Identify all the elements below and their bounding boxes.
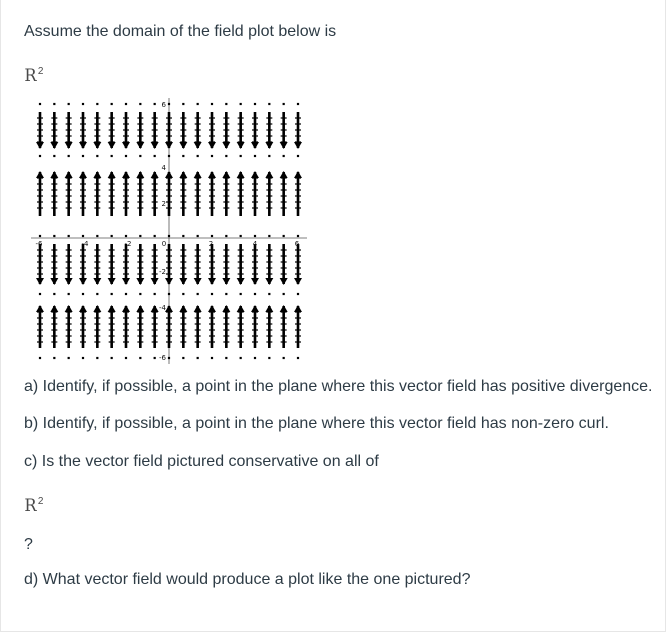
field-dot (96, 293, 98, 295)
field-dot (139, 293, 141, 295)
field-dot (154, 103, 156, 105)
field-arrow-head (165, 278, 173, 285)
field-arrow-head (251, 278, 259, 285)
field-arrow-head (122, 171, 130, 178)
field-dot (125, 155, 127, 157)
field-arrow-head (136, 305, 144, 312)
field-dot (82, 155, 84, 157)
field-arrow-head (194, 142, 202, 149)
field-arrow-head (79, 305, 87, 312)
field-dot (154, 155, 156, 157)
field-arrow-head (194, 305, 202, 312)
field-dot (139, 235, 141, 237)
field-dot (225, 293, 227, 295)
field-dot (240, 357, 242, 359)
field-arrow-head (108, 305, 116, 312)
question-part-b: b) Identify, if possible, a point in the plane where this vector field has non-zero curl. (24, 415, 609, 432)
field-dot (197, 235, 199, 237)
field-arrow-head (294, 171, 302, 178)
y-tick-label: 4 (161, 164, 166, 172)
field-arrow-head (65, 142, 73, 149)
field-dot (154, 357, 156, 359)
y-tick-label: -4 (159, 304, 166, 312)
x-tick-label: 6 (294, 240, 300, 248)
field-dot (139, 357, 141, 359)
field-dot (283, 103, 285, 105)
field-dot (254, 357, 256, 359)
y-tick-label: 2 (161, 200, 166, 208)
field-dot (68, 293, 70, 295)
field-dot (111, 235, 113, 237)
field-arrow-head (36, 171, 44, 178)
field-arrow-head (36, 142, 44, 149)
field-dot (68, 357, 70, 359)
field-dot (182, 235, 184, 237)
reals-symbol: R (24, 66, 37, 86)
field-dot (240, 155, 242, 157)
field-dot (211, 155, 213, 157)
field-arrow-head (151, 278, 159, 285)
field-arrow-head (222, 171, 230, 178)
field-dot (182, 357, 184, 359)
field-arrow-head (50, 278, 58, 285)
field-arrow-head (65, 278, 73, 285)
field-arrow-head (237, 278, 245, 285)
y-tick-label: -6 (159, 354, 166, 362)
reals-exponent: 2 (37, 496, 44, 507)
field-dot (197, 357, 199, 359)
question-part-a: a) Identify, if possible, a point in the plane where this vector field has positive divergence. (24, 378, 653, 395)
field-arrow-head (50, 171, 58, 178)
field-dot (182, 155, 184, 157)
field-dot (39, 103, 41, 105)
field-arrow-head (208, 171, 216, 178)
field-arrow-head (251, 305, 259, 312)
field-dot (139, 103, 141, 105)
field-arrow-head (294, 305, 302, 312)
question-part-c: c) Is the vector field pictured conservative on all of (24, 453, 379, 470)
field-arrow-head (222, 305, 230, 312)
field-arrow-head (194, 278, 202, 285)
field-dot (68, 235, 70, 237)
vector-field-svg (31, 98, 307, 364)
x-tick-label: -4 (81, 240, 89, 248)
reals-symbol: R (24, 496, 37, 516)
field-dot (240, 235, 242, 237)
field-arrow-head (79, 278, 87, 285)
field-arrow-head (179, 171, 187, 178)
field-dot (240, 293, 242, 295)
field-arrow-head (122, 305, 130, 312)
x-tick-label: 4 (252, 240, 258, 248)
field-arrow-head (36, 305, 44, 312)
field-arrow-head (93, 278, 101, 285)
field-arrow-head (122, 142, 130, 149)
field-arrow-head (222, 142, 230, 149)
field-arrow-head (50, 305, 58, 312)
field-dot (139, 155, 141, 157)
field-arrow-head (136, 171, 144, 178)
field-dot (197, 155, 199, 157)
field-dot (283, 235, 285, 237)
field-arrow-head (136, 278, 144, 285)
field-arrow-head (265, 305, 273, 312)
field-arrow-head (93, 142, 101, 149)
field-dot (53, 235, 55, 237)
field-dot (197, 293, 199, 295)
field-arrow-head (79, 171, 87, 178)
field-dot (283, 293, 285, 295)
field-dot (111, 103, 113, 105)
field-dot (68, 155, 70, 157)
field-dot (111, 155, 113, 157)
field-arrow-head (208, 278, 216, 285)
field-dot (211, 293, 213, 295)
field-dot (154, 235, 156, 237)
reals-exponent: 2 (37, 66, 44, 77)
x-tick-label: 0 (161, 240, 167, 248)
field-dot (254, 103, 256, 105)
field-dot (240, 103, 242, 105)
field-arrow-head (251, 142, 259, 149)
field-dot (82, 293, 84, 295)
field-dot (125, 103, 127, 105)
field-dot (39, 357, 41, 359)
field-arrow-head (136, 142, 144, 149)
field-arrow-head (93, 171, 101, 178)
field-dot (254, 293, 256, 295)
field-arrow-head (108, 171, 116, 178)
field-arrow-head (280, 171, 288, 178)
field-arrow-head (165, 171, 173, 178)
field-dot (225, 357, 227, 359)
field-arrow-head (237, 305, 245, 312)
field-arrow-head (265, 142, 273, 149)
field-dot (168, 103, 170, 105)
field-dot (168, 357, 170, 359)
field-dot (297, 103, 299, 105)
field-dot (268, 293, 270, 295)
field-dot (125, 293, 127, 295)
field-dot (254, 155, 256, 157)
field-arrow-head (179, 142, 187, 149)
field-dot (82, 357, 84, 359)
x-tick-label: -6 (35, 240, 43, 248)
field-dot (53, 103, 55, 105)
field-arrow-head (222, 278, 230, 285)
field-dot (154, 293, 156, 295)
field-dot (225, 235, 227, 237)
field-dot (225, 103, 227, 105)
field-arrow-head (108, 142, 116, 149)
field-arrow-head (280, 305, 288, 312)
field-dot (225, 155, 227, 157)
field-dot (268, 235, 270, 237)
y-tick-label: 6 (161, 101, 166, 109)
field-arrow-head (265, 278, 273, 285)
field-dot (211, 235, 213, 237)
field-arrow-head (93, 305, 101, 312)
field-dot (268, 357, 270, 359)
field-arrow-head (50, 142, 58, 149)
field-dot (168, 293, 170, 295)
field-arrow-head (108, 278, 116, 285)
field-arrow-head (165, 305, 173, 312)
field-dot (82, 235, 84, 237)
field-arrow-head (280, 278, 288, 285)
field-dot (125, 357, 127, 359)
field-arrow-head (65, 171, 73, 178)
field-dot (53, 155, 55, 157)
x-tick-label: -2 (124, 240, 132, 248)
field-dot (39, 155, 41, 157)
field-arrow-head (151, 305, 159, 312)
field-dot (96, 235, 98, 237)
field-dot (111, 357, 113, 359)
question-part-c-end: ? (24, 536, 33, 553)
field-arrow-head (208, 305, 216, 312)
field-arrow-head (151, 171, 159, 178)
field-dot (182, 293, 184, 295)
field-dot (96, 357, 98, 359)
field-dot (211, 357, 213, 359)
field-arrow-head (237, 171, 245, 178)
field-arrow-head (194, 171, 202, 178)
field-arrow-head (294, 278, 302, 285)
field-dot (39, 235, 41, 237)
field-arrow-head (294, 142, 302, 149)
field-dot (297, 357, 299, 359)
field-arrow-head (65, 305, 73, 312)
field-dot (168, 155, 170, 157)
field-dot (283, 357, 285, 359)
field-dot (68, 103, 70, 105)
field-dot (297, 155, 299, 157)
field-dot (182, 103, 184, 105)
x-tick-label: 2 (208, 240, 214, 248)
field-arrow-head (79, 142, 87, 149)
field-arrow-head (165, 142, 173, 149)
field-arrow-head (265, 171, 273, 178)
field-dot (254, 235, 256, 237)
field-arrow-head (122, 278, 130, 285)
field-arrow-head (237, 142, 245, 149)
field-dot (268, 103, 270, 105)
vector-field-plot (31, 98, 307, 364)
field-arrow-head (179, 278, 187, 285)
domain-r2-symbol (24, 62, 43, 86)
field-dot (297, 235, 299, 237)
field-dot (197, 103, 199, 105)
field-dot (211, 103, 213, 105)
part-c-r2-symbol (24, 492, 43, 516)
question-intro: Assume the domain of the field plot below is (24, 23, 337, 40)
field-arrow-head (36, 278, 44, 285)
field-arrow-head (251, 171, 259, 178)
field-dot (53, 357, 55, 359)
field-arrow-head (280, 142, 288, 149)
field-dot (283, 155, 285, 157)
field-dot (39, 293, 41, 295)
field-dot (125, 235, 127, 237)
question-part-d: d) What vector field would produce a plot like the one pictured? (24, 571, 471, 588)
field-dot (111, 293, 113, 295)
field-arrow-head (179, 305, 187, 312)
field-dot (268, 155, 270, 157)
field-arrow-head (151, 142, 159, 149)
field-dot (168, 235, 170, 237)
field-dot (53, 293, 55, 295)
field-dot (96, 155, 98, 157)
field-dot (96, 103, 98, 105)
y-tick-label: -2 (159, 268, 166, 276)
field-arrow-head (208, 142, 216, 149)
field-dot (297, 293, 299, 295)
field-dot (82, 103, 84, 105)
